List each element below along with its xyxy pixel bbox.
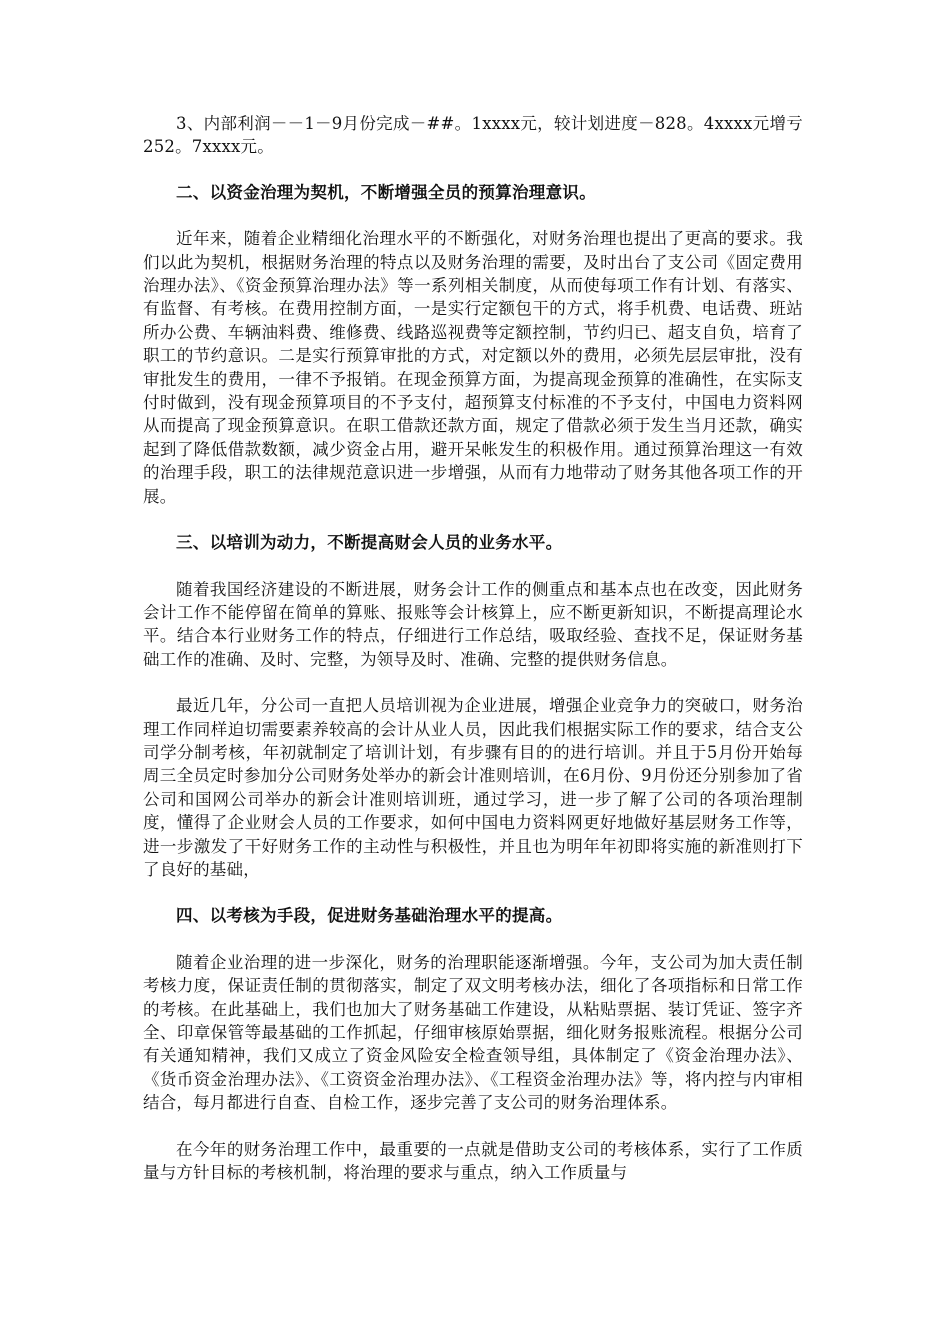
document-body: [143, 112, 803, 1184]
paragraph-staff-training: 最近几年，分公司一直把人员培训视为企业进展，增强企业竞争力的突破口，财务治理工作同样迫切需要素养较高的会计从业人员，因此我们根据实际工作的要求，结合支公司学分制考核，年初就制定了培训计划，有步骤有目的的进行培训。并且于5月份开始每周三全员定时参加分公司财务处举办的新会计准则培训，在6月份、9月份还分别参加了省公司和国网公司举办的新会计准则培训班，通过学习，进一步了解了公司的各项治理制度，懂得了企业财会人员的工作要求，如何中国电力资料网更好地做好基层财务工作等，进一步激发了干好财务工作的主动性与积极性，并且也为明年年初即将实施的新准则打下了良好的基础，: [143, 696, 803, 879]
paragraph-accounting-knowledge: 随着我国经济建设的不断进展，财务会计工作的侧重点和基本点也在改变，因此财务会计工作不能停留在简单的算账、报账等会计核算上，应不断更新知识，不断提高理论水平。结合本行业财务工作的特点，仔细进行工作总结，吸取经验、查找不足，保证财务基础工作的准确、及时、完整，为领导及时、准确、完整的提供财务信息。: [143, 579, 803, 669]
paragraph-internal-profit: 3、内部利润－－1－9月份完成－##。1xxxx元，较计划进度－828。4xxxx元增亏252。7xxxx元。: [143, 114, 803, 157]
paragraph-quality-targets: 在今年的财务治理工作中，最重要的一点就是借助支公司的考核体系，实行了工作质量与方针目标的考核机制，将治理的要求与重点，纳入工作质量与: [143, 1139, 803, 1183]
paragraph-budget-management: 近年来，随着企业精细化治理水平的不断强化，对财务治理也提出了更高的要求。我们以此为契机，根据财务治理的特点以及财务治理的需要，及时出台了支公司《固定费用治理办法》、《资金预算治理办法》等一系列相关制度，从而使每项工作有计划、有落实、有监督、有考核。在费用控制方面，一是实行定额包干的方式，将手机费、电话费、班站所办公费、车辆油料费、维修费、线路巡视费等定额控制，节约归已、超支自负，培育了职工的节约意识。二是实行预算审批的方式，对定额以外的费用，必须先层层审批，没有审批发生的费用，一律不予报销。在现金预算方面，为提高现金预算的准确性，在实际支付时做到，没有现金预算项目的不予支付，超预算支付标准的不予支付，中国电力资料网从而提高了现金预算意识。在职工借款还款方面，规定了借款必须于发生当月还款，确实起到了降低借款数额，减少资金占用，避开呆帐发生的积极作用。通过预算治理这一有效的治理手段，职工的法律规范意识进一步增强，从而有力地带动了财务其他各项工作的开展。: [143, 229, 803, 506]
section-heading-budget: 二、以资金治理为契机，不断增强全员的预算治理意识。: [176, 182, 596, 202]
section-heading-training: 三、以培训为动力，不断提高财会人员的业务水平。: [176, 533, 563, 553]
section-heading-assessment: 四、以考核为手段，促进财务基础治理水平的提高。: [176, 906, 563, 926]
paragraph-assessment-system: 随着企业治理的进一步深化，财务的治理职能逐渐增强。今年，支公司为加大责任制考核力度，保证责任制的贯彻落实，制定了双文明考核办法，细化了各项指标和日常工作的考核。在此基础上，我们也加大了财务基础工作建设，从粘贴票据、装订凭证、签字齐全、印章保管等最基础的工作抓起，仔细审核原始票据，细化财务报账流程。根据分公司有关通知精神，我们又成立了资金风险安全检查领导组，具体制定了《资金治理办法》、《货币资金治理办法》、《工资资金治理办法》、《工程资金治理办法》等，将内控与内审相结合，每月都进行自查、自检工作，逐步完善了支公司的财务治理体系。: [143, 952, 803, 1113]
